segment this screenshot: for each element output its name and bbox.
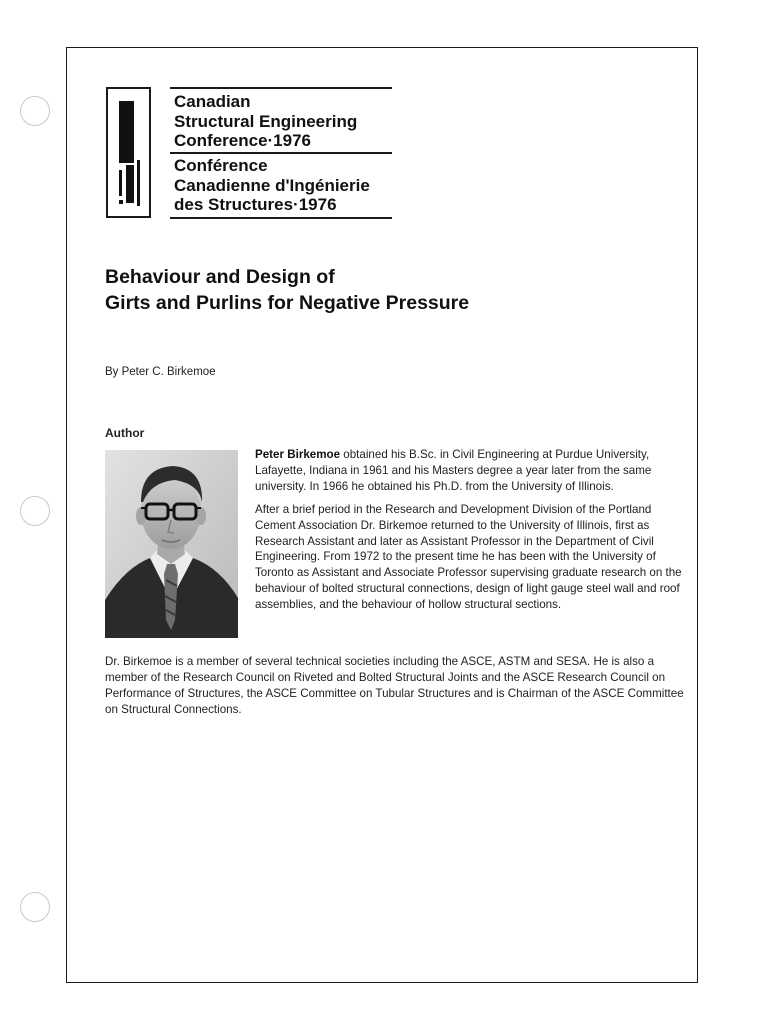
- logo-bar-thin-left: [119, 170, 122, 196]
- author-bio: [255, 447, 695, 620]
- logo-dot: [119, 200, 123, 204]
- logo-bar-thin-right: [137, 160, 140, 206]
- conference-fr-line-3: des Structures·1976: [174, 195, 337, 214]
- conference-logo: [106, 87, 151, 218]
- conference-rule-middle: [170, 152, 392, 154]
- bio-paragraph-1: [255, 447, 695, 495]
- byline: By Peter C. Birkemoe: [105, 366, 216, 378]
- conference-rule-top: [170, 87, 392, 89]
- logo-bar-thick: [126, 165, 134, 203]
- conference-en-line-1: Canadian: [174, 92, 251, 111]
- binder-hole-middle: [20, 496, 50, 526]
- binder-hole-top: [20, 96, 50, 126]
- binder-hole-bottom: [20, 892, 50, 922]
- conference-name-english: [174, 92, 357, 151]
- conference-en-line-2: Structural Engineering: [174, 111, 358, 131]
- paper-title: [105, 264, 469, 316]
- author-heading: Author: [105, 426, 145, 440]
- author-photo: [105, 450, 238, 638]
- conference-fr-line-1: Conférence: [174, 156, 268, 175]
- bio-paragraph-3: Dr. Birkemoe is a member of several technical societies including the ASCE, ASTM and SESA. He is also a member of the Research Council on Riveted and Bolted Structural Joints and the ASCE Research Council on Performance of Structures, the ASCE Committee on Tubular Structures and is Chairman of the ASCE Committee on Structural Connections.: [105, 655, 684, 716]
- author-portrait: [105, 450, 238, 638]
- conference-name-french: [174, 156, 370, 215]
- bio-paragraph-1-text: obtained his B.Sc. in Civil Engineering at Purdue University, Lafayette, Indiana in 1961 and his Masters degree a year later from the same university. In 1966 he obtained his Ph.D. from the University of Illinois.: [255, 448, 652, 493]
- paper-title-line-2: Girts and Purlins for Negative Pressure: [105, 292, 470, 314]
- bio-paragraph-2: After a brief period in the Research and Development Division of the Portland Cement Association Dr. Birkemoe returned to the University of Illinois, first as Research Assistant and later as Assistant Professor in the Department of Civil Engineering. From 1972 to the present time he has been with the University of Toronto as Assistant and Associate Professor supervising graduate research on the behaviour of bolted structural connections, design of light gauge steel wall and roof assemblies, and the behaviour of hollow structural sections.: [255, 502, 682, 612]
- conference-fr-line-2: Canadienne d'Ingénierie: [174, 175, 370, 195]
- conference-rule-bottom: [170, 217, 392, 219]
- author-name: Peter Birkemoe: [255, 448, 341, 461]
- paper-title-line-1: Behaviour and Design of: [105, 266, 335, 288]
- logo-bar-main: [119, 101, 134, 163]
- conference-en-line-3: Conference·1976: [174, 131, 312, 150]
